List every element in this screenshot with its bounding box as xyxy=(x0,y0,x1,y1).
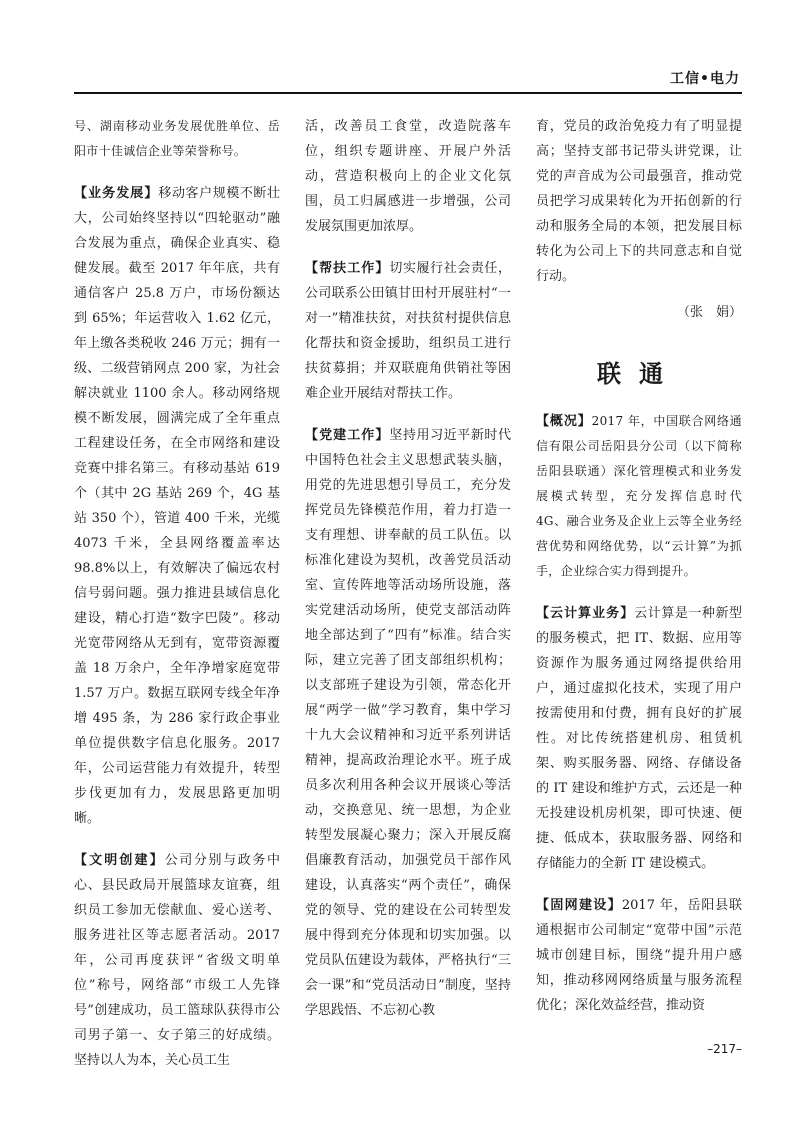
paragraph-poverty-relief xyxy=(305,256,511,406)
paragraph-cloud-computing xyxy=(536,601,742,876)
section-tag: 【固网建设】 xyxy=(536,898,622,913)
paragraph-text: 坚持用习近平新时代中国特色社会主义思想武装头脑，用党的先进思想引导员工，充分发挥党员先锋模范作用，着力打造一支有理想、讲奉献的员工队伍。以标准化建设为契机，改善党员活动室、宣传阵地等活动场所设施，落实党建活动场所，使党支部活动阵地全部达到了“四有”标准。结合实际，建立完善了团支部组织机构；以支部班子建设为引领，常态化开展“两学一做”学习教育，集中学习十九大会议精神和习近平系列讲话精神，提高政治理论水平。班子成员多次利用各种会议开展谈心等活动，交换意见、统一思想，为企业转型发展凝心聚力；深入开展反腐倡廉教育活动，加强党员干部作风建设，认真落实“两个责任”，确保党的领导、党的建设在公司转型发展中得到充分体现和切实加强。以党员队伍建设为载体，严格执行“三会一课”和“党员活动日”制度，坚持学思践悟、不忘初心教 xyxy=(305,428,511,1018)
paragraph-text: 公司分别与政务中心、县民政局开展篮球友谊赛，组织员工参加无偿献血、爱心送考、服务进社区等志愿者活动。2017 年，公司再度获评“省级文明单位”称号，网络部“市级工人先锋号”创建成功，员工篮球队获得市公司男子第一、女子第三的好成绩。坚持以人为本，关心员工生 xyxy=(74,853,280,1068)
company-heading: 联通 xyxy=(597,359,681,388)
section-title: 工信•电力 xyxy=(670,71,740,87)
paragraph-text: 号、湖南移动业务发展优胜单位、岳阳市十佳诚信企业等荣誉称号。 xyxy=(74,119,280,158)
paragraph-text: 云计算是一种新型的服务模式，把 IT、数据、应用等资源作为服务通过网络提供给用户，通过虚拟化技术，实现了用户按需使用和付费，拥有良好的扩展性。对比传统搭建机房、租赁机架、购买服务器、网络、存储设备的 IT 建设和维护方式，云还是一种无投建设机房机架，即可快速、便捷、低成本，获取服务器、网络和存储能力的全新 IT 建设模式。 xyxy=(536,606,742,871)
paragraph-text: 育，党员的政治免疫力有了明显提高；坚持支部书记带头讲党课，让党的声音成为公司最强音，推动党员把学习成果转化为开拓创新的行动和服务全局的本领，把发展目标转化为公司上下的共同意志和自觉行动。 xyxy=(536,119,742,284)
paragraph-business-development xyxy=(74,181,280,831)
paragraph-text: 切实履行社会责任，公司联系公田镇甘田村开展驻村“一对一”精准扶贫，对扶贫村提供信息化帮扶和资金援助，组织员工进行扶贫募捐；并双联鹿角供销社等困难企业开展结对帮扶工作。 xyxy=(305,261,511,401)
paragraph-text: 活，改善员工食堂，改造院落车位，组织专题讲座、开展户外活动，营造积极向上的企业文化氛围，员工归属感进一步增强，公司发展氛围更加浓厚。 xyxy=(305,119,511,234)
page-number: –217– xyxy=(707,1042,742,1056)
author-credit: （张 娟） xyxy=(676,305,742,320)
paragraph-fixed-network xyxy=(536,893,742,1018)
column-2 xyxy=(305,114,511,1040)
section-tag: 【文明创建】 xyxy=(74,853,165,868)
paragraph xyxy=(74,114,280,164)
paragraph-civilization xyxy=(74,848,280,1073)
header-divider xyxy=(74,92,742,94)
section-tag: 【党建工作】 xyxy=(305,428,390,443)
paragraph xyxy=(536,114,742,289)
section-tag: 【帮扶工作】 xyxy=(305,261,390,276)
section-tag: 【业务发展】 xyxy=(74,186,159,201)
paragraph-overview xyxy=(536,409,742,584)
paragraph-party-building xyxy=(305,423,511,1023)
section-tag: 【云计算业务】 xyxy=(536,606,635,621)
paragraph-text: 2017 年，岳阳县联通根据市公司制定“宽带中国”示范城市创建目标，围绕“提升用户感知，推动移网网络质量与服务流程优化；深化效益经营，推动资 xyxy=(536,898,742,1013)
column-3 xyxy=(536,114,742,1035)
paragraph-text: 移动客户规模不断壮大，公司始终坚持以“四轮驱动”融合发展为重点，确保企业真实、稳健发展。截至 2017 年年底，共有通信客户 25.8 万户，市场份额达到 65%；年运营收入 1.62 亿元，年上缴各类税收 246 万元；拥有一级、二级营销网点 200 家，为社会解决就业 1100 余人。移动网络规模不断发展，圆满完成了全年重点工程建设任务，在全市网络和建设竞赛中排名第三。有移动基站 619 个（其中 2G 基站 269 个，4G 基站 350 个），管道 400 千米，光缆 4073 千米，全县网络覆盖率达 98.8%以上，有效解决了偏远农村信号弱问题。强力推进县域信息化建设，精心打造“数字巴陵”。移动光宽带网络从无到有，宽带资源覆盖 18 万余户，全年净增家庭宽带 1.57 万户。数据互联网专线全年净增 495 条，为 286 家行政企事业单位提供数字信息化服务。2017 年，公司运营能力有效提升，转型步伐更加有力，发展思路更加明晰。 xyxy=(74,186,280,826)
paragraph-text: 2017 年，中国联合网络通信有限公司岳阳县分公司（以下简称岳阳县联通）深化管理模式和业务发展模式转型，充分发挥信息时代 4G、融合业务及企业上云等全业务经营优势和网络优势，以“云计算”为抓手，企业综合实力得到提升。 xyxy=(536,414,742,578)
section-tag: 【概况】 xyxy=(536,414,592,429)
column-1 xyxy=(74,114,280,1090)
paragraph xyxy=(305,114,511,239)
